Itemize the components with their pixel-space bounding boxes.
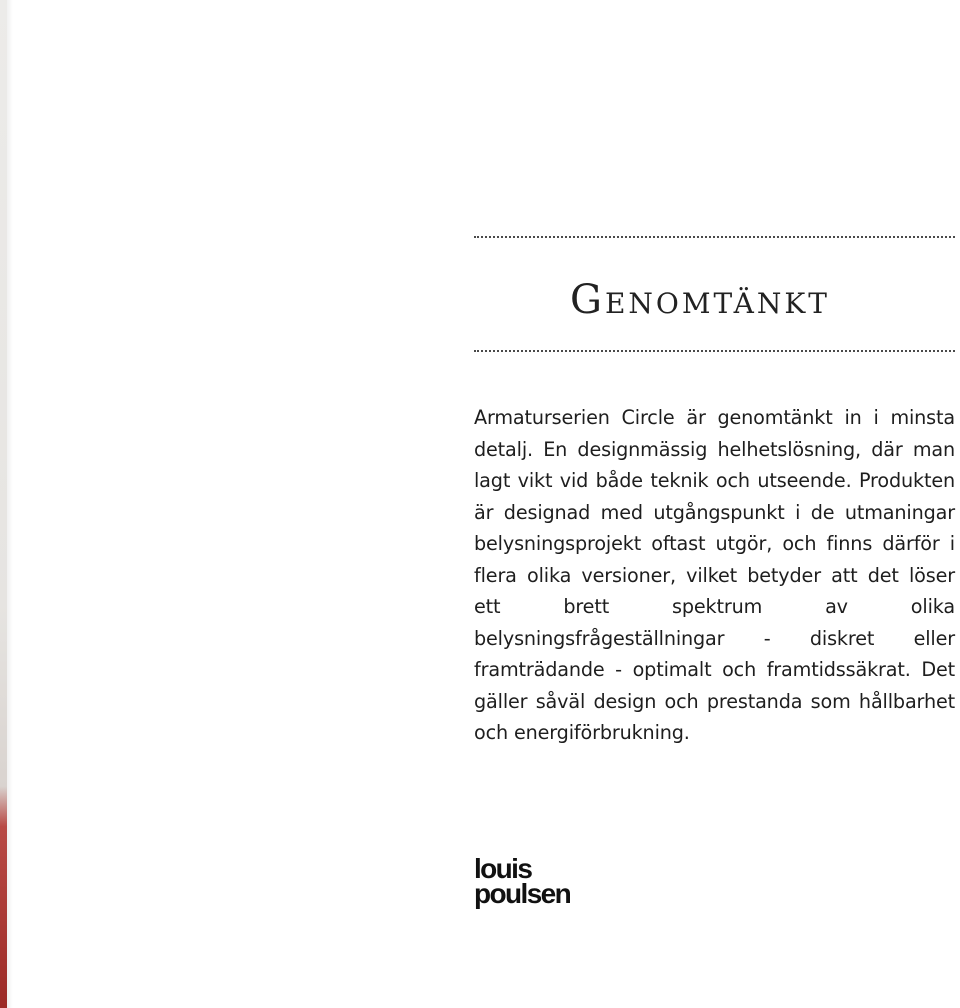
body-paragraph: Armaturserien Circle är genomtänkt in i minsta detalj. En designmässig helhetslösning, där man lagt vikt vid både teknik och utseende. Produkten är designad med utgångspunkt i de utmaningar belysningsprojekt oftast utgör, och finns därför i flera olika versioner, vilket betyder att det löser ett brett spektrum av olika belysningsfrågeställningar - diskret eller framträdande - optimalt och framtidssäkrat. Det gäller såväl design och prestanda som hållbarhet och energiförbrukning.: [474, 406, 955, 744]
logo-line-2: poulsen: [474, 878, 571, 909]
louis-poulsen-logo: [474, 853, 571, 909]
page-title: Genomtänkt: [570, 277, 830, 323]
dotted-rule-bottom: [474, 350, 955, 356]
page-edge: [0, 0, 7, 1008]
logo-line-1: louis: [474, 853, 532, 884]
content-column: [474, 236, 955, 749]
dotted-rule-top: [474, 236, 955, 242]
